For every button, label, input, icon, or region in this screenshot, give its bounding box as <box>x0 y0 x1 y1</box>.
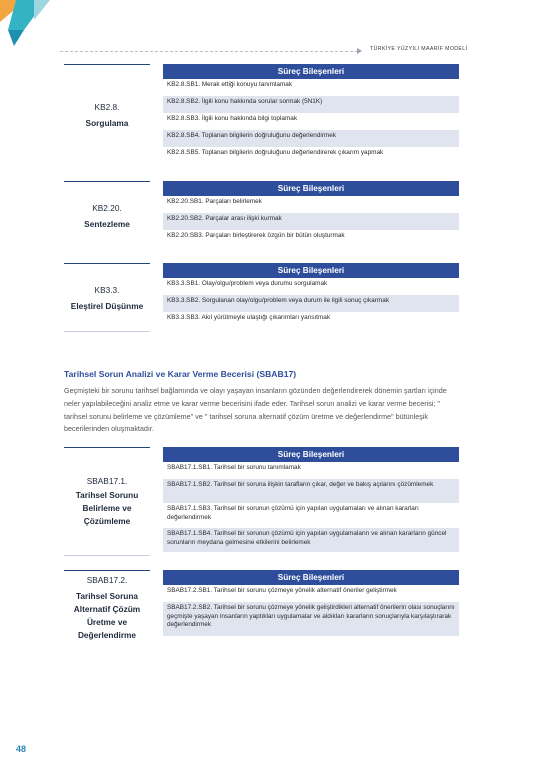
table-row: SBAB17.2.SB2. Tarihsel bir sorunu çözmeye yönelik geliştirdikleri alternatif önerilerin olası sonuçlarını geçmişte yaşayan insanların yaptıkları uygulamalar ve aldıkları kararların sonuçlarıyla karşılaştırarak değerlendirmek <box>163 602 459 636</box>
section-title: Tarihsel Sorun Analizi ve Karar Verme Becerisi (SBAB17) <box>64 369 297 379</box>
table-row: SBAB17.1.SB4. Tarihsel bir sorunun çözümü için yapılan uygulamaların ve alınan kararların güncel sorunların meydana gelmesine etkilerini belirlemek <box>163 528 459 552</box>
table-row: SBAB17.1.SB2. Tarihsel bir soruna ilişkin tarafların çıkar, değer ve bakış açılarını çözümlemek <box>163 479 459 503</box>
table-row: KB2.20.SB3. Parçaları birleştirerek özgün bir bütün oluşturmak <box>163 230 459 247</box>
table-header: Süreç Bileşenleri <box>163 181 459 196</box>
competency-name: Tarihsel Soruna Alternatif Çözüm Üretme ve Değerlendirme <box>73 591 141 640</box>
table-row: KB2.8.SB4. Toplanan bilgilerin doğruluğunu değerlendirmek <box>163 130 459 147</box>
header-divider <box>60 51 358 52</box>
table-row: SBAB17.1.SB1. Tarihsel bir sorunu tanımlamak <box>163 462 459 479</box>
competency-name: Tarihsel Sorunu Belirleme ve Çözümleme <box>75 490 139 526</box>
process-components-table <box>163 570 459 636</box>
competency-label <box>64 574 150 642</box>
table-header: Süreç Bileşenleri <box>163 64 459 79</box>
process-components-table <box>163 181 459 247</box>
page-number: 48 <box>16 744 27 754</box>
rule-top <box>64 263 150 264</box>
section-paragraph: Geçmişteki bir sorunu tarihsel bağlamında ve olayı yaşayan insanların gözünden değerlendirerek dönemin şartları içinde neler yapılabileceğini analiz etme ve karar verme becerisini ifade eder. Tarihsel sorun analizi ve karar verme becerisi; " tarihsel sorunu belirleme ve çözümleme" ve " tarihsel soruna alternatif çözüm üretme ve değerlendirme" bütünleşik becerilerinden oluşmaktadır. <box>64 386 447 434</box>
table-header: Süreç Bileşenleri <box>163 263 459 278</box>
competency-name: Sentezleme <box>84 219 130 229</box>
competency-label <box>64 475 150 528</box>
table-row: KB2.8.SB5. Toplanan bilgilerin doğruluğunu değerlendirerek çıkarım yapmak <box>163 147 459 164</box>
rule-bottom <box>64 331 150 332</box>
table-row: KB2.8.SB2. İlgili konu hakkında sorular sormak (5N1K) <box>163 96 459 113</box>
table-row: KB2.20.SB1. Parçaları belirlemek <box>163 196 459 213</box>
rule-bottom <box>64 555 150 556</box>
competency-code: KB3.3. <box>94 285 120 295</box>
competency-label <box>64 285 150 311</box>
table-row: KB2.20.SB2. Parçalar arası ilişki kurmak <box>163 213 459 230</box>
table-row: KB3.3.SB3. Akıl yürütmeyle ulaştığı çıkarımları yansıtmak <box>163 312 459 329</box>
table-row: SBAB17.2.SB1. Tarihsel bir sorunu çözmeye yönelik alternatif öneriler geliştirmek <box>163 585 459 602</box>
rule-top <box>64 570 150 571</box>
competency-code: KB2.20. <box>92 203 122 213</box>
table-header: Süreç Bileşenleri <box>163 570 459 585</box>
competency-label <box>64 102 150 128</box>
process-components-table <box>163 447 459 552</box>
process-components-table <box>163 263 459 329</box>
competency-code: SBAB17.2. <box>86 575 128 585</box>
competency-code: SBAB17.1. <box>86 476 128 486</box>
table-header: Süreç Bileşenleri <box>163 447 459 462</box>
rule-top <box>64 447 150 448</box>
table-row: KB3.3.SB2. Sorgulanan olay/olgu/problem veya durum ile ilgili sonuç çıkarmak <box>163 295 459 312</box>
table-row: KB2.8.SB3. İlgili konu hakkında bilgi toplamak <box>163 113 459 130</box>
corner-decoration <box>0 0 60 50</box>
competency-name: Sorgulama <box>85 118 129 128</box>
header-arrow-icon <box>357 48 362 54</box>
competency-code: KB2.8. <box>94 102 120 112</box>
table-row: SBAB17.1.SB3. Tarihsel bir sorunun çözümü için yapılan uygulamaları ve alınan kararları değerlendirmek <box>163 503 459 528</box>
competency-label <box>64 203 150 229</box>
competency-name: Eleştirel Düşünme <box>70 301 144 311</box>
rule-top <box>64 181 150 182</box>
table-row: KB3.3.SB1. Olay/olgu/problem veya durumu sorgulamak <box>163 278 459 295</box>
rule-top <box>64 64 150 65</box>
table-row: KB2.8.SB1. Merak ettiği konuyu tanımlamak <box>163 79 459 96</box>
process-components-table <box>163 64 459 164</box>
running-header: TÜRKİYE YÜZYILI MAARİF MODELİ <box>370 46 468 52</box>
